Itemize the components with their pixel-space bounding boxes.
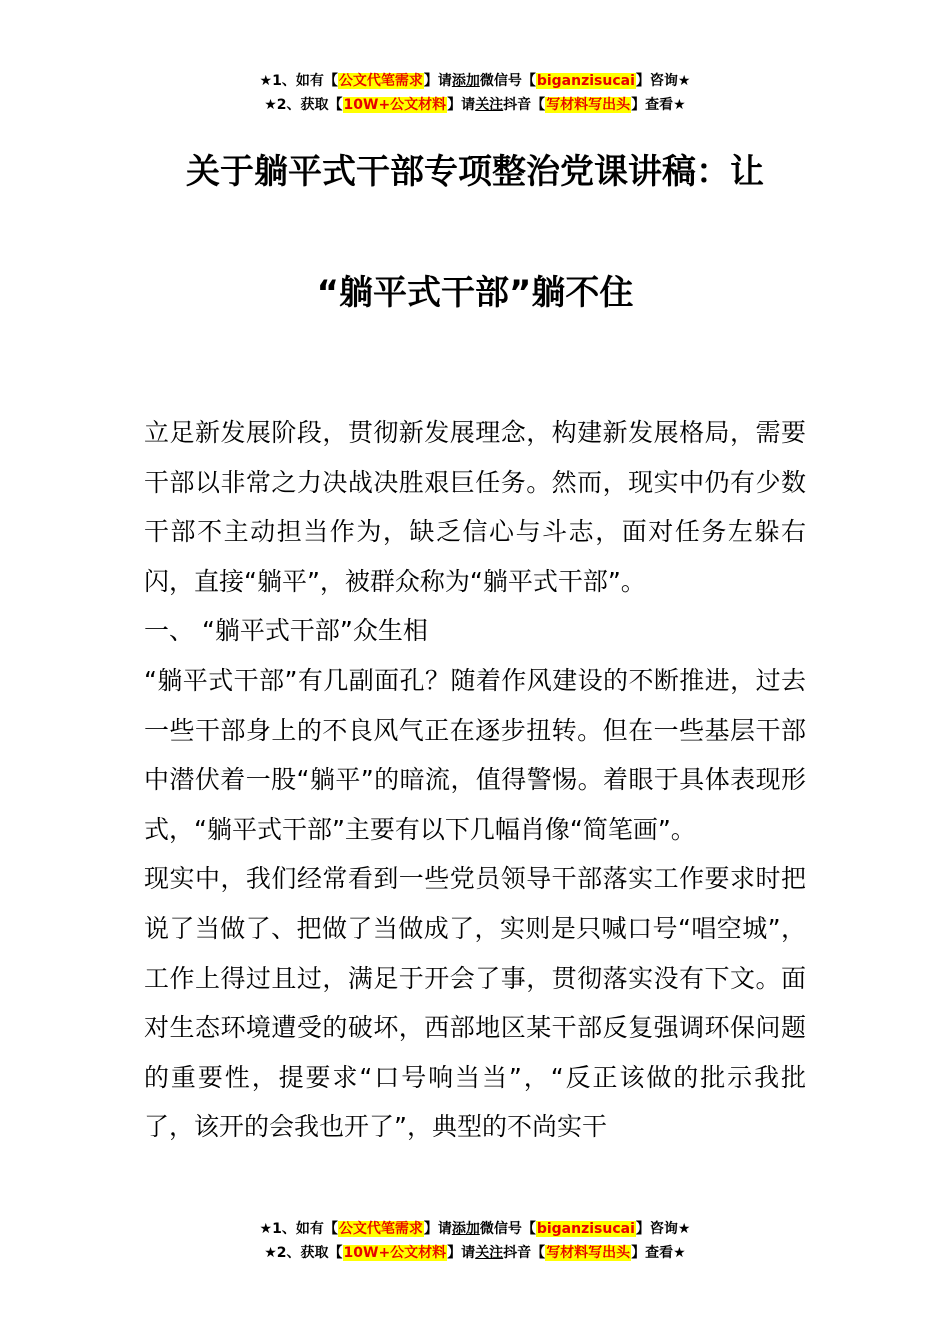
banner-underlined-text: 关注: [475, 1245, 504, 1261]
banner-highlight: 写材料写出头: [546, 97, 631, 113]
banner-highlight: biganzisucai: [536, 1221, 635, 1237]
banner-highlight: 写材料写出头: [546, 1245, 631, 1261]
banner-highlight: 10W+公文材料: [343, 1245, 447, 1261]
banner-highlight: 公文代笔需求: [338, 73, 423, 89]
paragraph: 现实中，我们经常看到一些党员领导干部落实工作要求时把说了当做了、把做了当做成了，实则是只喊口号“唱空城”，工作上得过且过，满足于开会了事，贯彻落实没有下文。面对生态环境遭受的破坏，西部地区某干部反复强调环保问题的重要性，提要求“口号响当当”，“反正该做的批示我批了，该开的会我也开了”，典型的不尚实干: [144, 864, 806, 1142]
banner-text: ★1、如有【: [259, 1221, 338, 1237]
header-banner: [0, 69, 950, 117]
banner-text: ★1、如有【: [259, 73, 338, 89]
banner-underlined-text: 添加: [451, 1221, 480, 1237]
banner-highlight: 公文代笔需求: [338, 1221, 423, 1237]
banner-text: 】咨询★: [635, 1221, 691, 1237]
banner-underlined-text: 关注: [475, 97, 504, 113]
banner-line-1: [0, 69, 950, 93]
banner-text: 微信号【: [479, 1221, 536, 1237]
banner-text: 】请: [447, 97, 476, 113]
banner-line-2: [0, 1241, 950, 1265]
footer-banner: [0, 1217, 950, 1265]
banner-text: 】查看★: [631, 1245, 686, 1261]
banner-text: 】请: [423, 73, 452, 89]
banner-text: 抖音【: [503, 97, 546, 113]
banner-text: ★2、获取【: [264, 1245, 343, 1261]
banner-highlight: 10W+公文材料: [343, 97, 447, 113]
document-body: [144, 408, 806, 1152]
banner-text: 】查看★: [631, 97, 686, 113]
banner-text: 微信号【: [479, 73, 536, 89]
banner-text: 抖音【: [503, 1245, 546, 1261]
banner-text: 】请: [423, 1221, 452, 1237]
banner-highlight: biganzisucai: [536, 73, 635, 89]
banner-line-2: [0, 93, 950, 117]
banner-text: 】请: [447, 1245, 476, 1261]
paragraph: “躺平式干部”有几副面孔？随着作风建设的不断推进，过去一些干部身上的不良风气正在逐步扭转。但在一些基层干部中潜伏着一股“躺平”的暗流，值得警惕。着眼于具体表现形式，“躺平式干部”主要有以下几幅肖像“简笔画”。: [144, 665, 806, 844]
banner-line-1: [0, 1217, 950, 1241]
banner-underlined-text: 添加: [451, 73, 480, 89]
section-heading: 一、 “躺平式干部”众生相: [144, 616, 428, 646]
document-title-line-2: “躺平式干部”躺不住: [316, 273, 634, 313]
paragraph: 立足新发展阶段，贯彻新发展理念，构建新发展格局，需要干部以非常之力决战决胜艰巨任务。然而，现实中仍有少数干部不主动担当作为，缺乏信心与斗志，面对任务左躲右闪，直接“躺平”，被群众称为“躺平式干部”。: [144, 418, 806, 596]
banner-text: 】咨询★: [635, 73, 691, 89]
banner-text: ★2、获取【: [264, 97, 343, 113]
document-title-line-1: 关于躺平式干部专项整治党课讲稿：让: [186, 152, 764, 192]
